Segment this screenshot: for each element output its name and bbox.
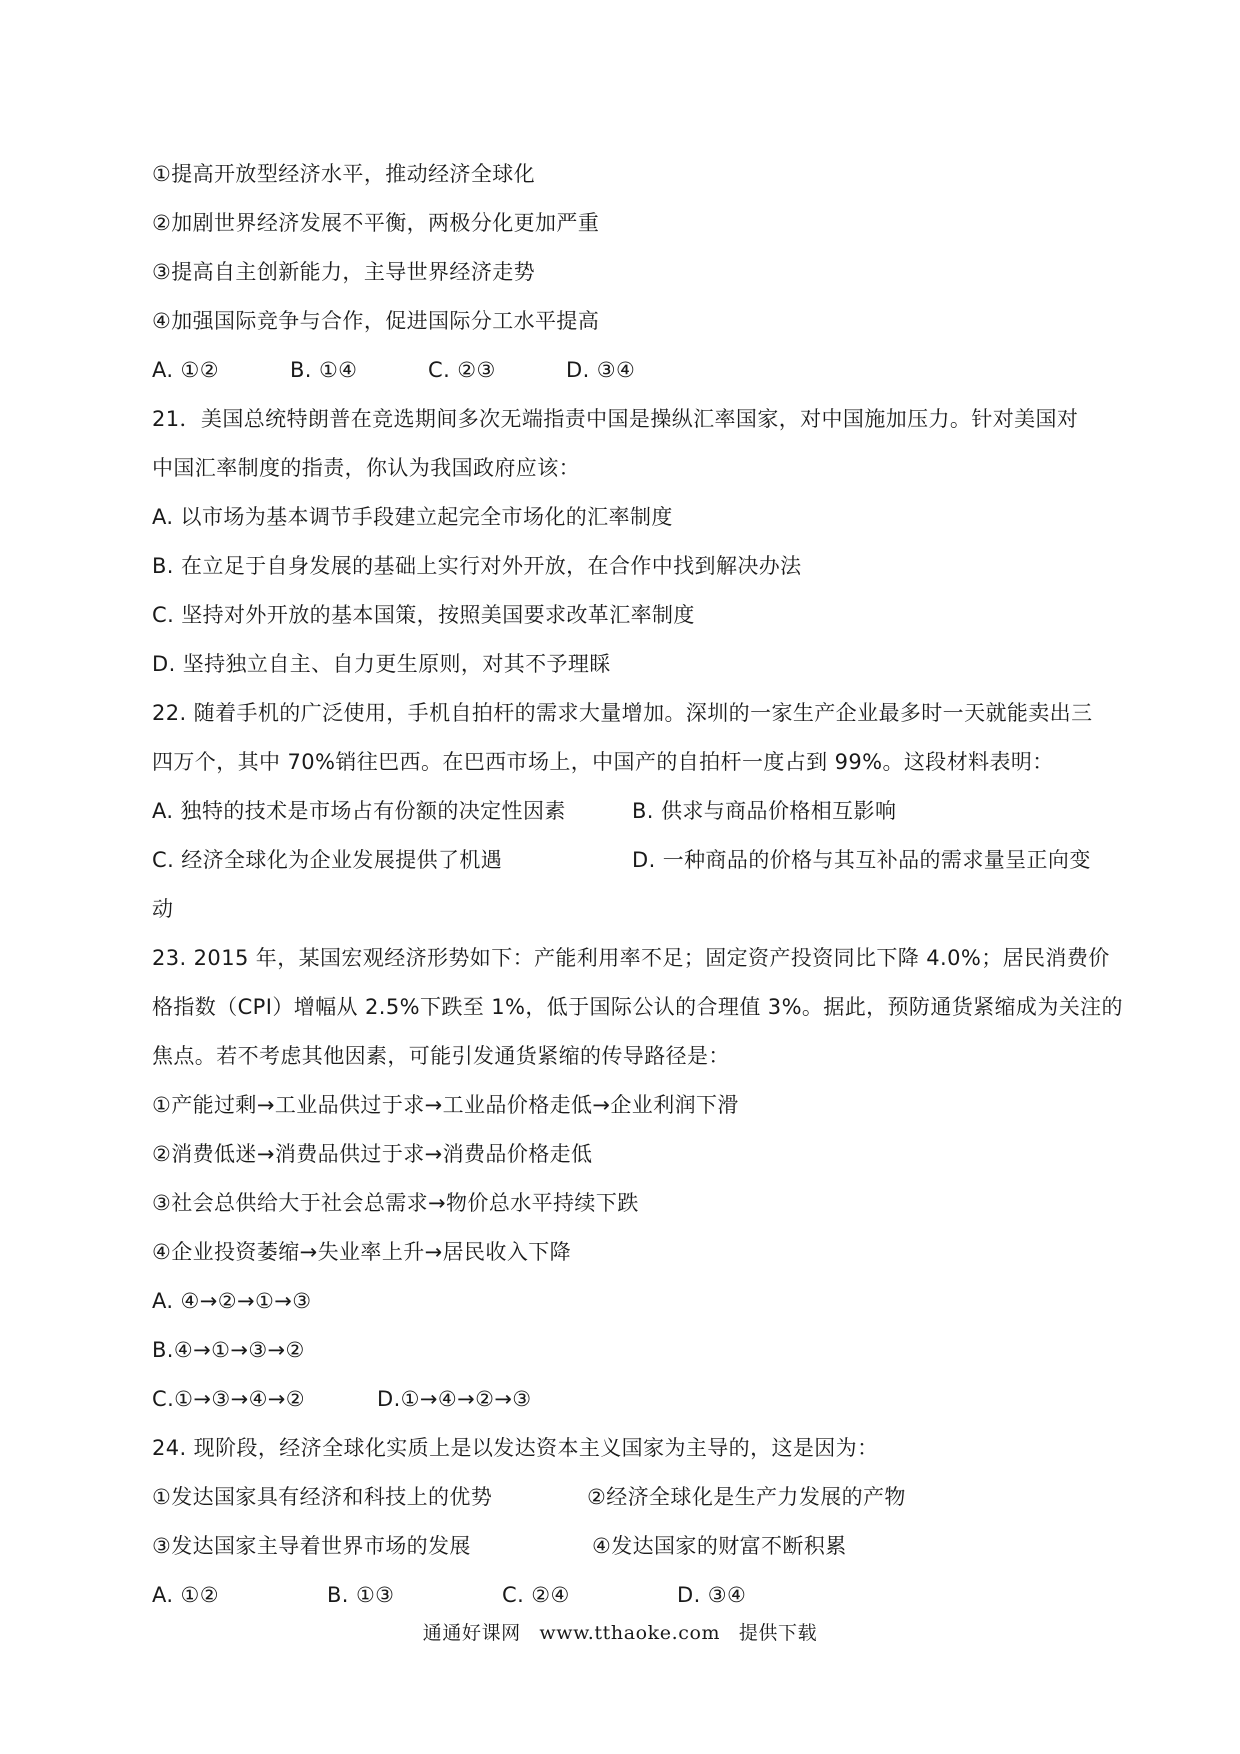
- q20-option-d: D. ③④: [566, 358, 636, 382]
- q22-option-b: B. 供求与商品价格相互影响: [632, 799, 897, 823]
- q21-option-b: B. 在立足于自身发展的基础上实行对外开放，在合作中找到解决办法: [152, 554, 802, 578]
- page-footer: [0, 1618, 1240, 1645]
- q23-option-d: D.①→④→②→③: [377, 1387, 532, 1411]
- q24-item-2: ②经济全球化是生产力发展的产物: [587, 1485, 906, 1509]
- q24-option-d: D. ③④: [677, 1583, 747, 1607]
- q20-item-1: ①提高开放型经济水平，推动经济全球化: [152, 162, 536, 186]
- q20-options: [152, 346, 1102, 395]
- q23-stem-line-2: 格指数（CPI）增幅从 2.5%下跌至 1%，低于国际公认的合理值 3%。据此，预防通货紧缩成为关注的: [152, 995, 1123, 1019]
- q21-stem-line-2: 中国汇率制度的指责，你认为我国政府应该：: [152, 456, 580, 480]
- q23-item-2: ②消费低迷→消费品供过于求→消费品价格走低: [152, 1142, 593, 1166]
- q23-options-row-cd: [152, 1375, 1102, 1424]
- q22-stem-line-2: 四万个，其中 70%销往巴西。在巴西市场上，中国产的自拍杆一度占到 99%。这段材料表明：: [152, 750, 1054, 774]
- q23-item-4: ④企业投资萎缩→失业率上升→居民收入下降: [152, 1240, 572, 1264]
- q20-item-4: ④加强国际竞争与合作，促进国际分工水平提高: [152, 309, 600, 333]
- q24-item-3: ③发达国家主导着世界市场的发展: [152, 1534, 471, 1558]
- q23-option-b: B.④→①→③→②: [152, 1338, 305, 1362]
- q22-stem-line-1: 22. 随着手机的广泛使用，手机自拍杆的需求大量增加。深圳的一家生产企业最多时一天就能卖出三: [152, 701, 1093, 725]
- q20-option-b: B. ①④: [290, 358, 358, 382]
- q20-option-a: A. ①②: [152, 358, 219, 382]
- footer-url[interactable]: www.tthaoke.com: [539, 1622, 721, 1644]
- q24-stem: 24. 现阶段，经济全球化实质上是以发达资本主义国家为主导的，这是因为：: [152, 1436, 879, 1460]
- q24-option-a: A. ①②: [152, 1583, 219, 1607]
- q24-option-c: C. ②④: [502, 1583, 570, 1607]
- q24-option-b: B. ①③: [327, 1583, 395, 1607]
- q24-item-4: ④发达国家的财富不断积累: [592, 1534, 847, 1558]
- q22-options-row-1: [152, 787, 1102, 836]
- q24-items-row-1: [152, 1473, 1102, 1522]
- q21-option-d: D. 坚持独立自主、自力更生原则，对其不予理睬: [152, 652, 611, 676]
- q23-stem-line-1: 23. 2015 年，某国宏观经济形势如下：产能利用率不足；固定资产投资同比下降 4.0%；居民消费价: [152, 946, 1110, 970]
- q20-option-c: C. ②③: [428, 358, 496, 382]
- q24-items-row-2: [152, 1522, 1102, 1571]
- q24-options: [152, 1571, 1102, 1620]
- q20-item-2: ②加剧世界经济发展不平衡，两极分化更加严重: [152, 211, 600, 235]
- footer-site-name: 通通好课网: [422, 1622, 521, 1644]
- q23-stem-line-3: 焦点。若不考虑其他因素，可能引发通货紧缩的传导路径是：: [152, 1044, 730, 1068]
- q22-option-c: C. 经济全球化为企业发展提供了机遇: [152, 848, 503, 872]
- q21-option-a: A. 以市场为基本调节手段建立起完全市场化的汇率制度: [152, 505, 673, 529]
- q24-item-1: ①发达国家具有经济和科技上的优势: [152, 1485, 493, 1509]
- q21-option-c: C. 坚持对外开放的基本国策，按照美国要求改革汇率制度: [152, 603, 695, 627]
- q20-item-3: ③提高自主创新能力，主导世界经济走势: [152, 260, 536, 284]
- q22-option-a: A. 独特的技术是市场占有份额的决定性因素: [152, 799, 566, 823]
- q23-item-1: ①产能过剩→工业品供过于求→工业品价格走低→企业利润下滑: [152, 1093, 739, 1117]
- q23-option-c: C.①→③→④→②: [152, 1387, 306, 1411]
- q23-item-3: ③社会总供给大于社会总需求→物价总水平持续下跌: [152, 1191, 639, 1215]
- q23-option-a: A. ④→②→①→③: [152, 1289, 312, 1313]
- footer-note: 提供下载: [738, 1622, 818, 1644]
- exam-page-content: [152, 150, 1123, 1620]
- q22-option-d-line-2: 动: [152, 897, 174, 921]
- q22-options-row-2: [152, 836, 1102, 885]
- q21-stem-line-1: 21．美国总统特朗普在竞选期间多次无端指责中国是操纵汇率国家，对中国施加压力。针对美国对: [152, 407, 1079, 431]
- q22-option-d-line-1: D. 一种商品的价格与其互补品的需求量呈正向变: [632, 848, 1091, 872]
